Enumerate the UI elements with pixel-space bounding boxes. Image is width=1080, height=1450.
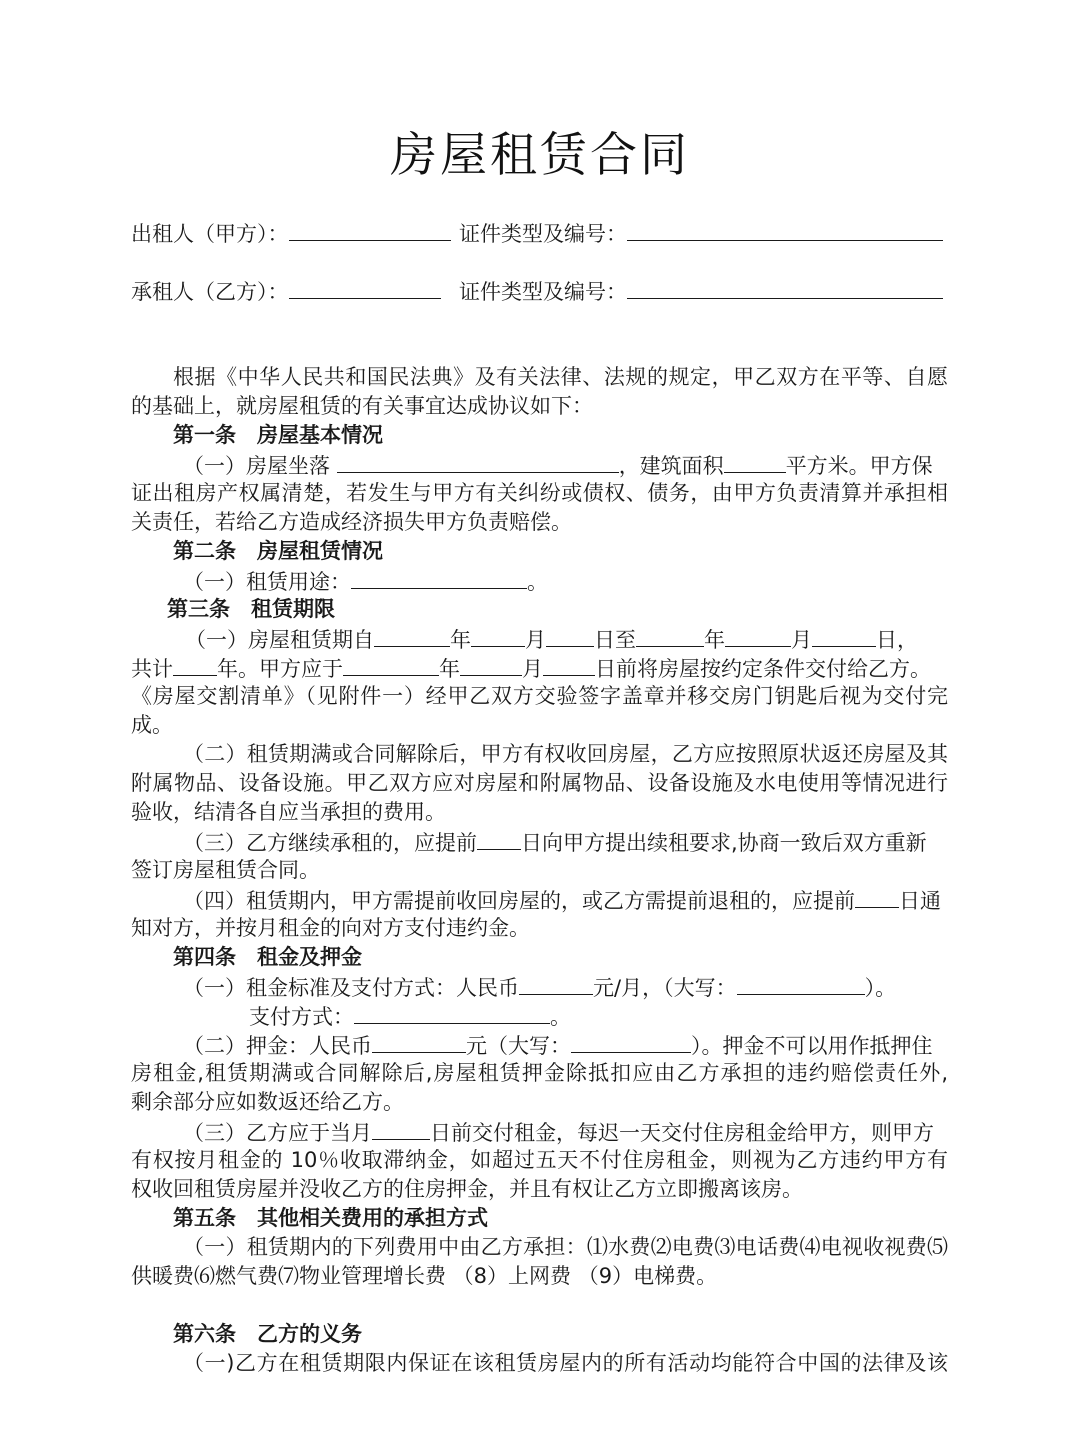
article-6-clause-1: （一)乙方在租赁期限内保证在该租赁房屋内的所有活动均能符合中国的法律及该 (183, 1351, 948, 1375)
clause-text: 元/月，（大写： (593, 976, 737, 1000)
lessee-label: 承租人（乙方）： (131, 280, 289, 304)
article-3-clause-2-line-1: （二）租赁期满或合同解除后，甲方有权收回房屋，乙方应按照原状返还房屋及其 (183, 742, 948, 766)
clause-text: 月 (525, 628, 546, 652)
article-4-clause-2-line-2: 房租金,租赁期满或合同解除后,房屋租赁押金除抵扣应由乙方承担的违约赔偿责任外, (131, 1061, 948, 1085)
clause-text: ）。 (864, 976, 897, 1000)
article-6-heading: 第六条 乙方的义务 (173, 1322, 362, 1346)
clause-text: （二）押金：人民币 (183, 1034, 372, 1058)
article-1-heading: 第一条 房屋基本情况 (173, 423, 383, 447)
clause-text: 。 (527, 570, 548, 594)
end-year-blank (636, 624, 704, 647)
article-1-clause-1 (183, 450, 948, 481)
clause-text: 元（大写： (466, 1034, 571, 1058)
clause-text: 平方米。甲方保 (785, 454, 933, 478)
clause-text: ，建筑面积 (618, 454, 724, 478)
article-1-line-2: 证出租房产权属清楚，若发生与甲方有关纠纷或债权、债务，由甲方负责清算并承担相 (131, 481, 948, 505)
lessee-id-blank (627, 276, 943, 299)
clause-text: 年 (439, 657, 460, 681)
article-3-clause-3-line-2: 签订房屋租赁合同。 (131, 858, 320, 882)
lessee-id-row (459, 276, 943, 307)
clause-text: 日至 (594, 628, 636, 652)
area-blank (724, 450, 786, 473)
article-4-heading: 第四条 租金及押金 (173, 945, 362, 969)
payment-method-row (249, 1001, 948, 1032)
clause-text: （一）房屋租赁期自 (185, 628, 374, 652)
clause-text: 。 (550, 1005, 571, 1029)
start-day-blank (546, 624, 594, 647)
clause-text: 年 (704, 628, 725, 652)
rent-amount-blank (519, 972, 593, 995)
article-3-line-3: 《房屋交割清单》（见附件一）经甲乙双方交验签字盖章并移交房门钥匙后视为交付完 (131, 684, 948, 708)
article-4-clause-1 (183, 972, 948, 1003)
term-years-blank (173, 653, 217, 676)
lessee-row (131, 276, 441, 307)
article-3-clause-2-line-2: 附属物品、设备设施。甲乙双方应对房屋和附属物品、设备设施及水电使用等情况进行 (131, 771, 948, 795)
end-day-blank (812, 624, 876, 647)
rent-words-blank (737, 972, 865, 995)
handover-year-blank (343, 653, 439, 676)
article-3-clause-4-line-2: 知对方，并按月租金的向对方支付违约金。 (131, 916, 530, 940)
document-title: 房屋租赁合同 (390, 128, 690, 183)
start-month-blank (471, 624, 525, 647)
lessor-id-row (459, 218, 943, 249)
clause-text: 日， (876, 628, 918, 652)
article-4-clause-2 (183, 1030, 948, 1061)
clause-text: （三）乙方继续承租的，应提前 (183, 831, 477, 855)
article-3-line-2 (131, 653, 948, 684)
clause-text: 年 (450, 628, 471, 652)
clause-text: （一）租赁用途： (183, 570, 351, 594)
lessor-name-blank (289, 218, 451, 241)
deposit-words-blank (571, 1030, 691, 1053)
article-3-clause-4 (183, 885, 948, 916)
handover-day-blank (543, 653, 595, 676)
clause-text: 支付方式： (249, 1005, 354, 1029)
article-2-heading: 第二条 房屋租赁情况 (173, 539, 383, 563)
preamble-line-2: 的基础上，就房屋租赁的有关事宜达成协议如下： (131, 394, 593, 418)
renewal-days-blank (477, 827, 521, 850)
lessee-id-label: 证件类型及编号： (459, 280, 627, 304)
start-year-blank (374, 624, 450, 647)
end-month-blank (725, 624, 791, 647)
lessor-id-label: 证件类型及编号： (459, 222, 627, 246)
clause-text: （一）租金标准及支付方式：人民币 (183, 976, 519, 1000)
rent-due-day-blank (372, 1117, 430, 1140)
article-1-line-3: 关责任，若给乙方造成经济损失甲方负责赔偿。 (131, 510, 572, 534)
handover-month-blank (460, 653, 522, 676)
clause-text: 日向甲方提出续租要求,协商一致后双方重新 (521, 831, 927, 855)
clause-text: 月 (791, 628, 812, 652)
lessor-row (131, 218, 451, 249)
article-3-heading: 第三条 租赁期限 (167, 597, 335, 621)
lessor-label: 出租人（甲方）： (131, 222, 289, 246)
clause-text: 月 (522, 657, 543, 681)
clause-text: （四）租赁期内，甲方需提前收回房屋的，或乙方需提前退租的，应提前 (183, 889, 855, 913)
article-5-clause-1: （一）租赁期内的下列费用中由乙方承担：⑴水费⑵电费⑶电话费⑷电视收视费⑸ (183, 1235, 948, 1259)
lessee-name-blank (289, 276, 441, 299)
article-4-clause-3 (183, 1117, 948, 1148)
usage-blank (351, 566, 527, 589)
article-4-clause-2-line-3: 剩余部分应如数返还给乙方。 (131, 1090, 404, 1114)
article-3-clause-2-line-3: 验收，结清各自应当承担的费用。 (131, 800, 446, 824)
clause-text: 日前交付租金，每迟一天交付住房租金给甲方，则甲方 (430, 1121, 934, 1145)
article-4-clause-3-line-2: 有权按月租金的 10％收取滞纳金，如超过五天不付住房租金，则视为乙方违约甲方有 (131, 1148, 948, 1172)
clause-text: 日前将房屋按约定条件交付给乙方。 (595, 657, 931, 681)
article-3-clause-3 (183, 827, 948, 858)
preamble-line-1: 根据《中华人民共和国民法典》及有关法律、法规的规定，甲乙双方在平等、自愿 (173, 365, 948, 389)
clause-text: （一）房屋坐落 (183, 454, 330, 478)
clause-text: 年。甲方应于 (217, 657, 343, 681)
article-3-line-4: 成。 (131, 713, 173, 737)
notice-days-blank (855, 885, 899, 908)
deposit-amount-blank (372, 1030, 466, 1053)
article-2-clause-1 (183, 566, 948, 597)
article-4-clause-3-line-3: 权收回租赁房屋并没收乙方的住房押金，并且有权让乙方立即搬离该房。 (131, 1177, 803, 1201)
lessor-id-blank (627, 218, 943, 241)
clause-text: （三）乙方应于当月 (183, 1121, 372, 1145)
payment-method-blank (354, 1001, 550, 1024)
address-blank (337, 450, 619, 473)
article-5-heading: 第五条 其他相关费用的承担方式 (173, 1206, 488, 1230)
clause-text: 日通 (899, 889, 941, 913)
article-5-clause-1-line-2: 供暖费⑹燃气费⑺物业管理增长费 （8）上网费 （9）电梯费。 (131, 1264, 718, 1288)
clause-text: 共计 (131, 657, 173, 681)
article-3-clause-1 (185, 624, 948, 655)
clause-text: ）。押金不可以用作抵押住 (691, 1034, 933, 1058)
